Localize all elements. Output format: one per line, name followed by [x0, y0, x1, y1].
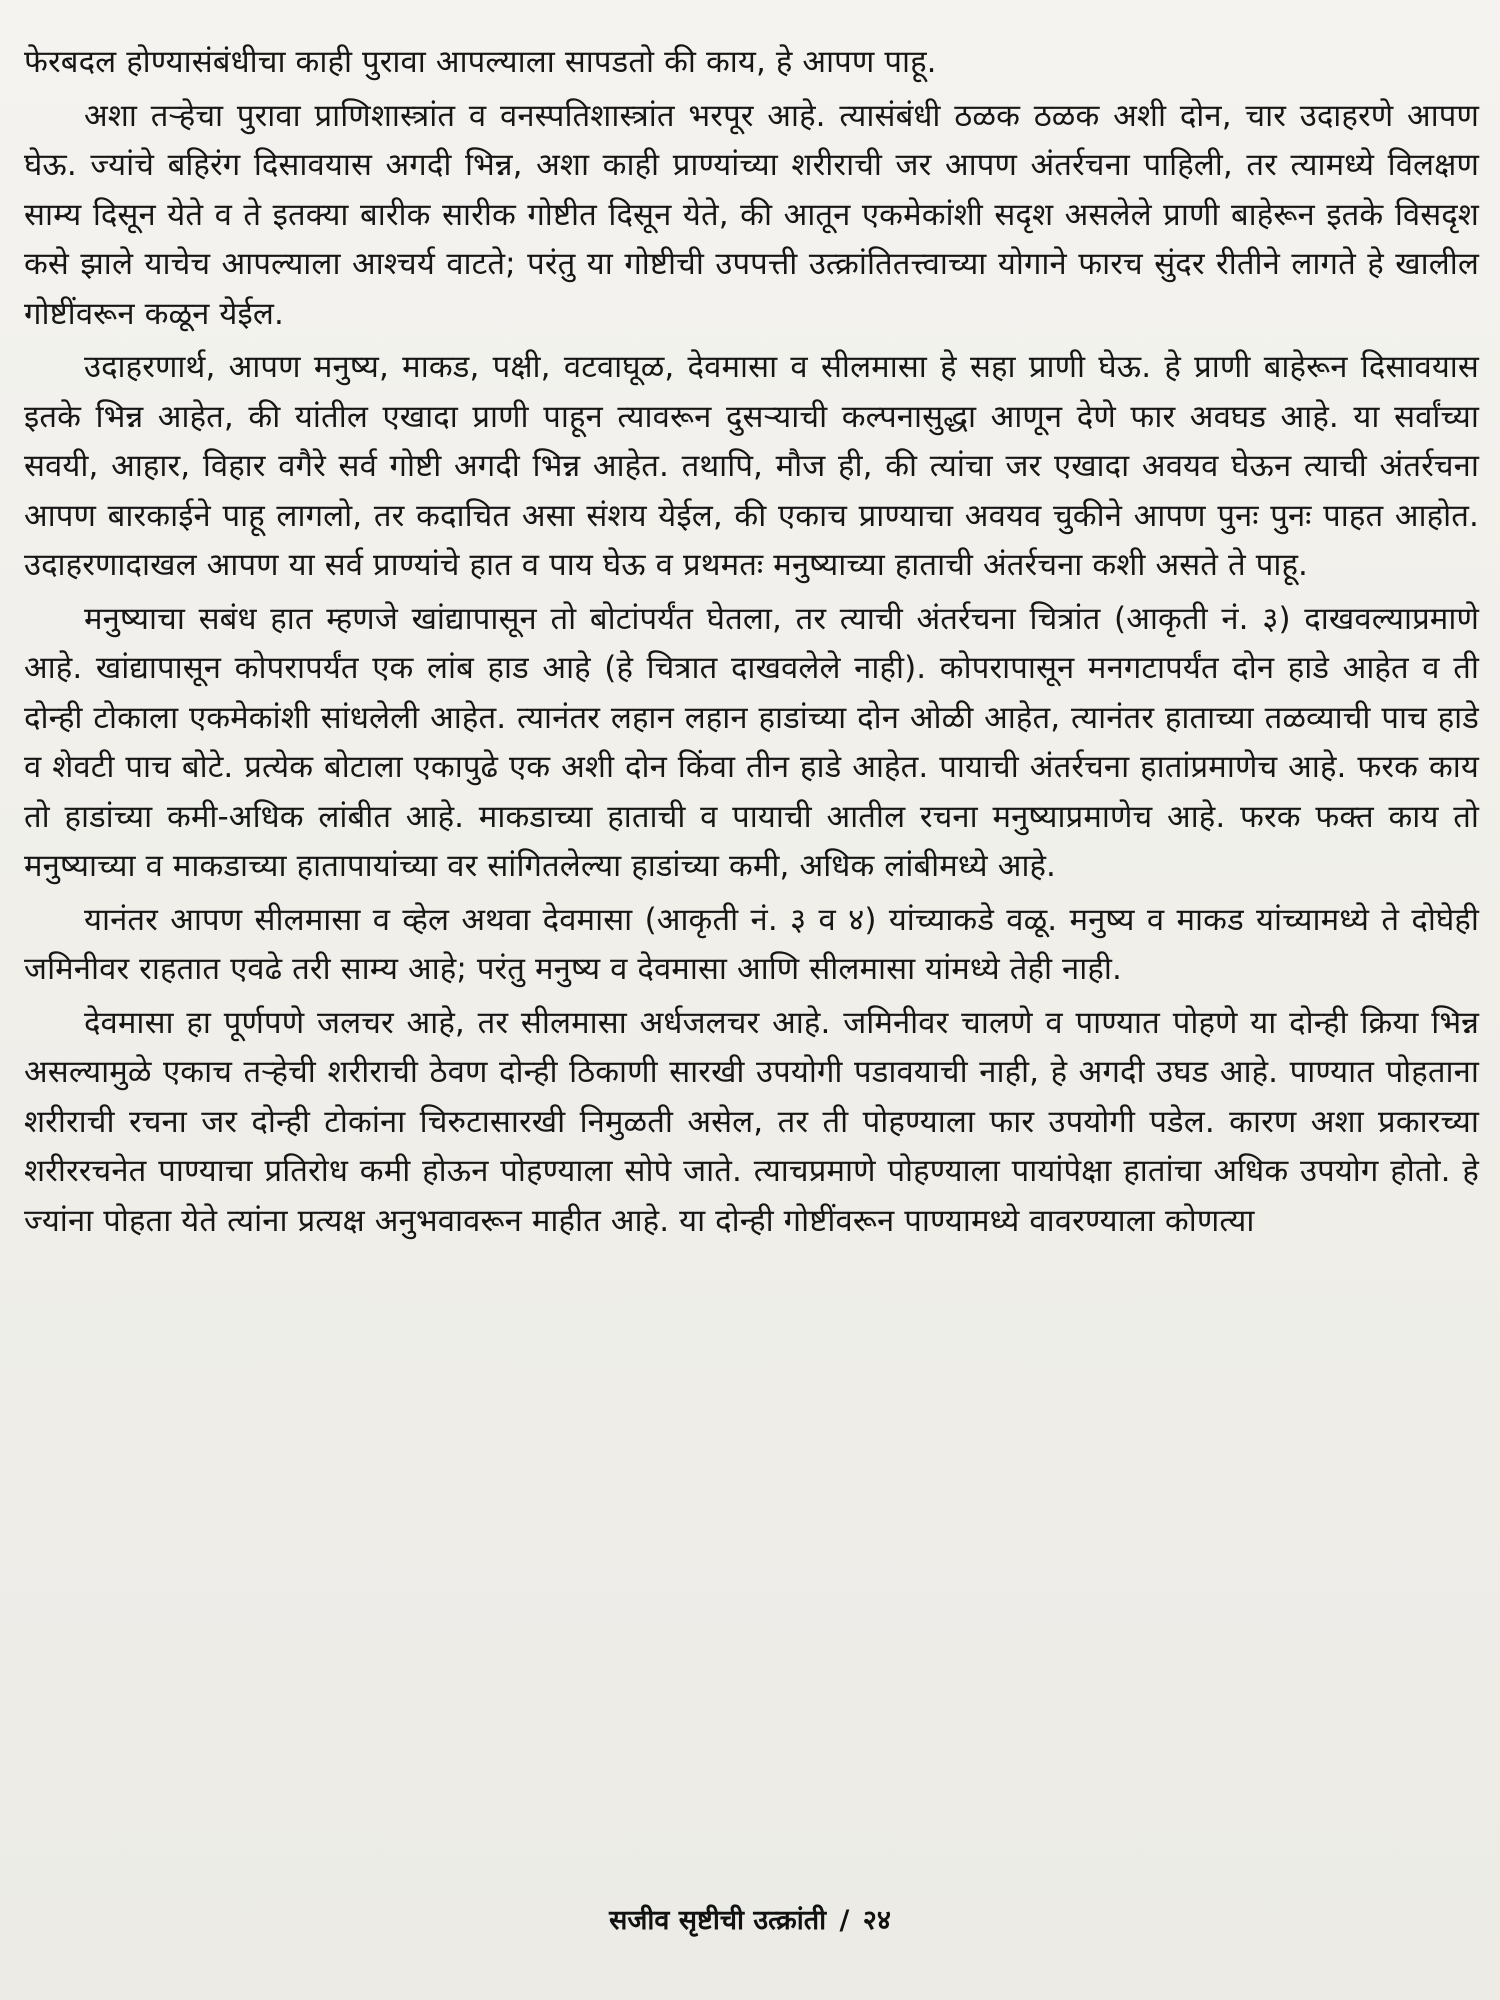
page-body-text	[24, 38, 1479, 1250]
footer-separator: /	[839, 1905, 850, 1936]
footer-page-number: २४	[862, 1905, 891, 1936]
paragraph-human-hand: मनुष्याचा सबंध हात म्हणजे खांद्यापासून तो बोटांपर्यंत घेतला, तर त्याची अंतर्रचना चित्रांत (आकृती नं. ३) दाखवल्याप्रमाणे आहे. खांद्यापासून कोपरापर्यंत एक लांब हाड आहे (हे चित्रात दाखवलेले नाही). कोपरापासून मनगटापर्यंत दोन हाडे आहेत व ती दोन्ही टोकाला एकमेकांशी सांधलेली आहेत. त्यानंतर लहान लहान हाडांच्या दोन ओळी आहेत, त्यानंतर हाताच्या तळव्याची पाच हाडे व शेवटी पाच बोटे. प्रत्येक बोटाला एकापुढे एक अशी दोन किंवा तीन हाडे आहेत. पायाची अंतर्रचना हातांप्रमाणेच आहे. फरक काय तो हाडांच्या कमी-अधिक लांबीत आहे. माकडाच्या हाताची व पायाची आतील रचना मनुष्याप्रमाणेच आहे. फरक फक्त काय तो मनुष्याच्या व माकडाच्या हातापायांच्या वर सांगितलेल्या हाडांच्या कमी, अधिक लांबीमध्ये आहे.	[24, 600, 1480, 884]
paragraph-evidence: अशा तऱ्हेचा पुरावा प्राणिशास्त्रांत व वनस्पतिशास्त्रांत भरपूर आहे. त्यासंबंधी ठळक ठळक अशी दोन, चार उदाहरणे आपण घेऊ. ज्यांचे बहिरंग दिसावयास अगदी भिन्न, अशा काही प्राण्यांच्या शरीराची जर आपण अंतर्रचना पाहिली, तर त्यामध्ये विलक्षण साम्य दिसून येते व ते इतक्या बारीक सारीक गोष्टीत दिसून येते, की आतून एकमेकांशी सदृश असलेले प्राणी बाहेरून इतके विसदृश कसे झाले याचेच आपल्याला आश्चर्य वाटते; परंतु या गोष्टीची उपपत्ती उत्क्रांतितत्त्वाच्या योगाने फारच सुंदर रीतीने लागते हे खालील गोष्टींवरून कळून येईल.	[24, 97, 1479, 332]
page-footer	[0, 1900, 1500, 1937]
footer-book-title: सजीव सृष्टीची उत्क्रांती	[609, 1905, 827, 1936]
paragraph-seal-whale: यानंतर आपण सीलमासा व व्हेल अथवा देवमासा (आकृती नं. ३ व ४) यांच्याकडे वळू. मनुष्य व माकड यांच्यामध्ये ते दोघेही जमिनीवर राहतात एवढे तरी साम्य आहे; परंतु मनुष्य व देवमासा आणि सीलमासा यांमध्ये तेही नाही.	[24, 901, 1479, 987]
paragraph-continued: फेरबदल होण्यासंबंधीचा काही पुरावा आपल्याला सापडतो की काय, हे आपण पाहू.	[24, 44, 937, 80]
paragraph-aquatic: देवमासा हा पूर्णपणे जलचर आहे, तर सीलमासा अर्धजलचर आहे. जमिनीवर चालणे व पाण्यात पोहणे या दोन्ही क्रिया भिन्न असल्यामुळे एकाच तऱ्हेची शरीराची ठेवण दोन्ही ठिकाणी सारखी उपयोगी पडावयाची नाही, हे अगदी उघड आहे. पाण्यात पोहताना शरीराची रचना जर दोन्ही टोकांना चिरुटासारखी निमुळती असेल, तर ती पोहण्याला फार उपयोगी पडेल. कारण अशा प्रकारच्या शरीररचनेत पाण्याचा प्रतिरोध कमी होऊन पोहण्याला सोपे जाते. त्याचप्रमाणे पोहण्याला पायांपेक्षा हातांचा अधिक उपयोग होतो. हे ज्यांना पोहता येते त्यांना प्रत्यक्ष अनुभवावरून माहीत आहे. या दोन्ही गोष्टींवरून पाण्यामध्ये वावरण्याला कोणत्या	[24, 1004, 1479, 1239]
paragraph-example-animals: उदाहरणार्थ, आपण मनुष्य, माकड, पक्षी, वटवाघूळ, देवमासा व सीलमासा हे सहा प्राणी घेऊ. हे प्राणी बाहेरून दिसावयास इतके भिन्न आहेत, की यांतील एखादा प्राणी पाहून त्यावरून दुसऱ्याची कल्पनासुद्धा आणून देणे फार अवघड आहे. या सर्वांच्या सवयी, आहार, विहार वगैरे सर्व गोष्टी अगदी भिन्न आहेत. तथापि, मौज ही, की त्यांचा जर एखादा अवयव घेऊन त्याची अंतर्रचना आपण बारकाईने पाहू लागलो, तर कदाचित असा संशय येईल, की एकाच प्राण्याचा अवयव चुकीने आपण पुनः पुनः पाहत आहोत. उदाहरणादाखल आपण या सर्व प्राण्यांचे हात व पाय घेऊ व प्रथमतः मनुष्याच्या हाताची अंतर्रचना कशी असते ते पाहू.	[24, 349, 1479, 583]
